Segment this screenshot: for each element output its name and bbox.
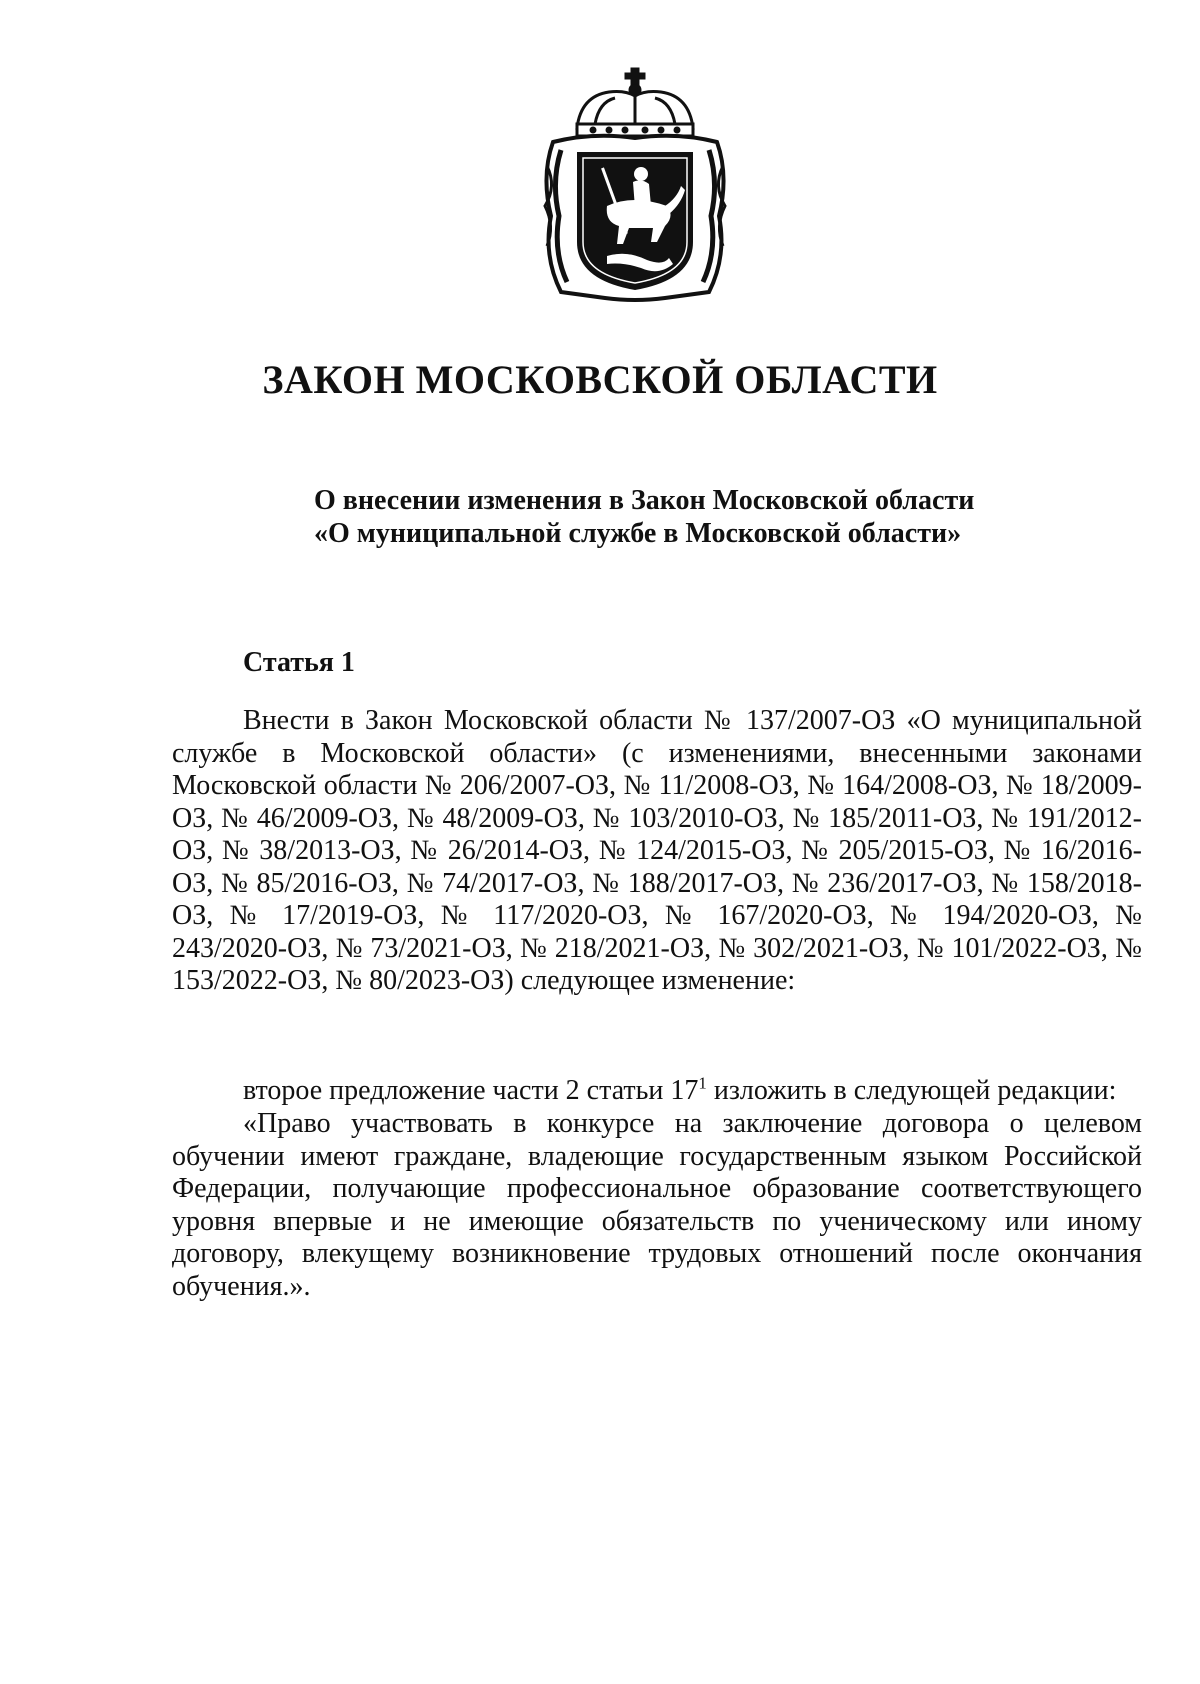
paragraph-2-text-start: второе предложение части 2 статьи 17	[243, 1075, 699, 1106]
paragraph-1-text: Внести в Закон Московской области № 137/2007-ОЗ «О муниципальной службе в Московской области» (с изменениями, внесенными законами Московской области № 206/2007-ОЗ, № 11/2008-ОЗ, № 164/2008-ОЗ, № 18/2009-ОЗ, № 46/2009-ОЗ, № 48/2009-ОЗ, № 103/2010-ОЗ, № 185/2011-ОЗ, № 191/2012-ОЗ, № 38/2013-ОЗ, № 26/2014-ОЗ, № 124/2015-ОЗ, № 205/2015-ОЗ, № 16/2016-ОЗ, № 85/2016-ОЗ, № 74/2017-ОЗ, № 188/2017-ОЗ, № 236/2017-ОЗ, № 158/2018-ОЗ, № 17/2019-ОЗ, № 117/2020-ОЗ, № 167/2020-ОЗ, № 194/2020-ОЗ, № 243/2020-ОЗ, № 73/2021-ОЗ, № 218/2021-ОЗ, № 302/2021-ОЗ, № 101/2022-ОЗ, № 153/2022-ОЗ, № 80/2023-ОЗ) следующее изменение:	[172, 705, 1142, 996]
paragraph-3-text: «Право участвовать в конкурсе на заключение договора о целевом обучении имеют граждане, владеющие государственным языком Российской Федерации, получающие профессиональное образование соответствующего уровня впервые и не имеющие обязательств по ученическому или иному договору, влекущему возникновение трудовых отношений после окончания обучения.».	[172, 1108, 1142, 1302]
article-superscript: 1	[698, 1073, 707, 1093]
article-paragraph-2	[172, 1075, 1142, 1108]
paragraph-2-text-end: изложить в следующей редакции:	[706, 1075, 1117, 1106]
article-paragraph-3	[172, 1108, 1142, 1303]
law-title: ЗАКОН МОСКОВСКОЙ ОБЛАСТИ	[262, 357, 938, 402]
article-paragraph-1	[172, 705, 1142, 998]
law-subject-line-2: «О муниципальной службе в Московской области»	[314, 518, 962, 549]
law-subject-line-1: О внесении изменения в Закон Московской области	[314, 485, 975, 516]
law-subject	[314, 484, 1074, 550]
paragraph-2-text	[172, 1075, 1142, 1108]
article-heading: Статья 1	[243, 647, 355, 678]
moscow-oblast-coat-of-arms-icon	[537, 66, 733, 302]
